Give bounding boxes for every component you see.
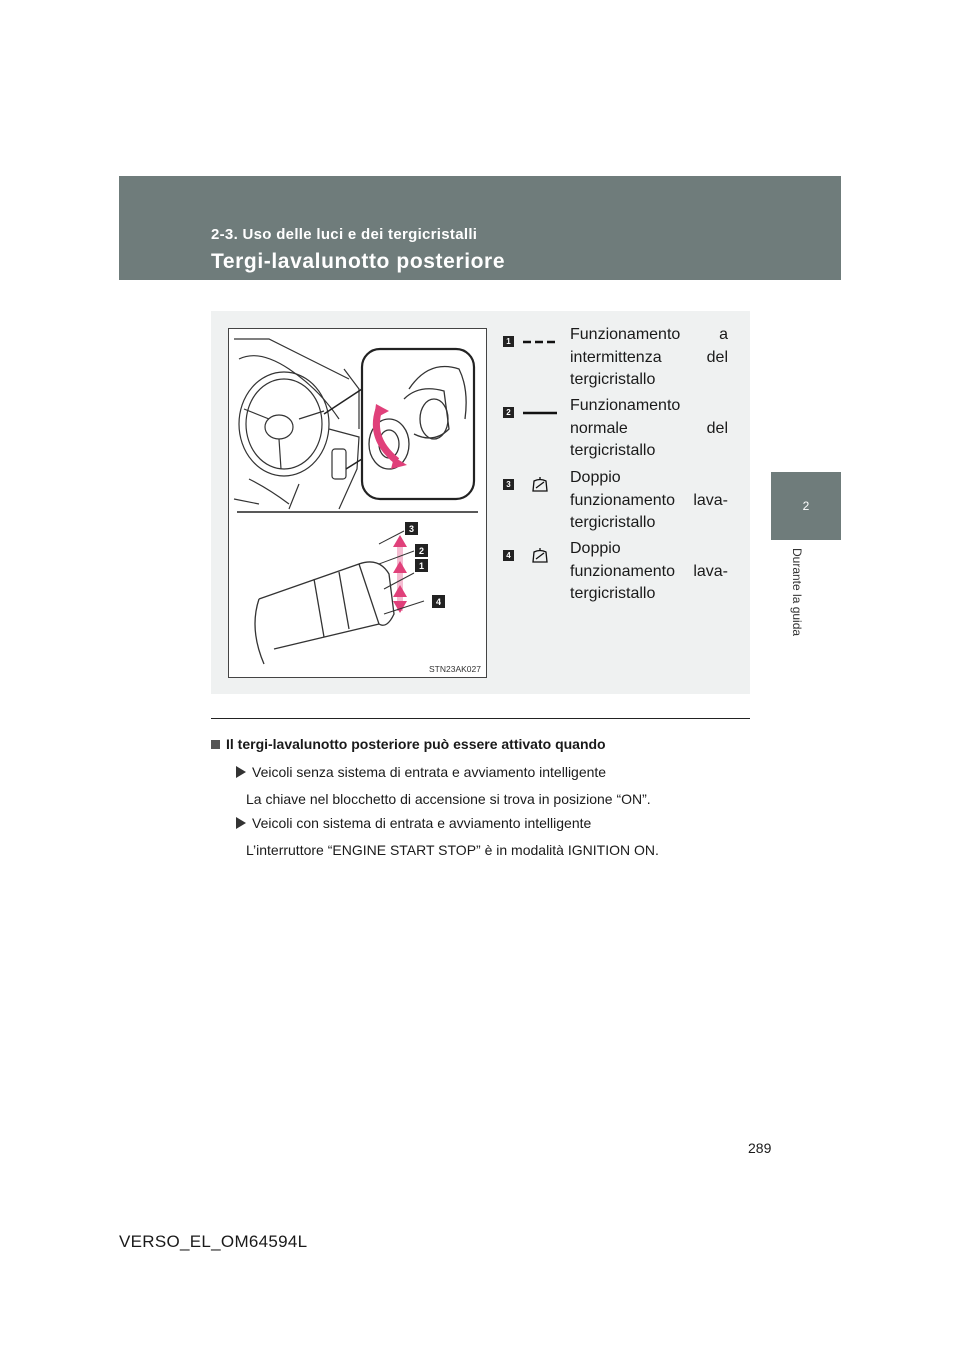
page-title: Tergi-lavalunotto posteriore [211,250,506,273]
square-bullet-icon [211,740,220,749]
legend-badge: 3 [503,479,514,490]
note-detail-1: La chiave nel blocchetto di accensione si trova in posizione “ON”. [246,791,651,807]
figure-code: STN23AK027 [429,664,481,674]
legend-badge: 1 [503,336,514,347]
chapter-tab[interactable] [771,472,841,540]
chapter-label: Durante la guida [790,548,804,637]
wiper-illustration [228,328,487,678]
legend-text: Doppio funzionamento lava-tergicristallo [570,540,728,602]
legend-text: Funzionamento a intermittenza del tergicristallo [570,326,728,388]
note-heading-text: Il tergi-lavalunotto posteriore può essere attivato quando [226,736,606,752]
triangle-bullet-icon [236,766,246,778]
legend-badge: 2 [503,407,514,418]
washer-icon [520,475,560,495]
notes-section [211,736,771,858]
legend-list [503,324,728,609]
dashed-line-icon [520,332,560,352]
note-condition-2 [236,815,591,831]
note-condition-text: Veicoli con sistema di entrata e avviamento intelligente [252,815,592,831]
note-heading [211,736,771,752]
document-code: VERSO_EL_OM64594L [119,1232,308,1251]
section-divider [211,718,750,719]
note-detail-2: L’interruttore “ENGINE START STOP” è in modalità IGNITION ON. [246,842,659,858]
legend-text: Funzionamento normale del tergicristallo [570,397,728,459]
legend-badge: 4 [503,550,514,561]
page-number: 289 [748,1140,772,1156]
wiper-drawing [229,329,486,677]
note-condition-1 [236,764,606,780]
legend-text: Doppio funzionamento lava-tergicristallo [570,469,728,531]
callout-1: 1 [418,561,425,571]
section-label: 2-3. Uso delle luci e dei tergicristalli [211,226,478,243]
washer-icon [520,546,560,566]
solid-line-icon [520,403,560,423]
callout-2: 2 [418,546,425,556]
legend-item-1 [503,324,728,395]
callout-3: 3 [408,524,415,534]
note-condition-text: Veicoli senza sistema di entrata e avviamento intelligente [252,764,607,780]
legend-item-3 [503,467,728,538]
legend-item-4 [503,538,728,609]
legend-item-2 [503,395,728,467]
chapter-number: 2 [802,499,810,513]
callout-4: 4 [435,597,442,607]
triangle-bullet-icon [236,817,246,829]
